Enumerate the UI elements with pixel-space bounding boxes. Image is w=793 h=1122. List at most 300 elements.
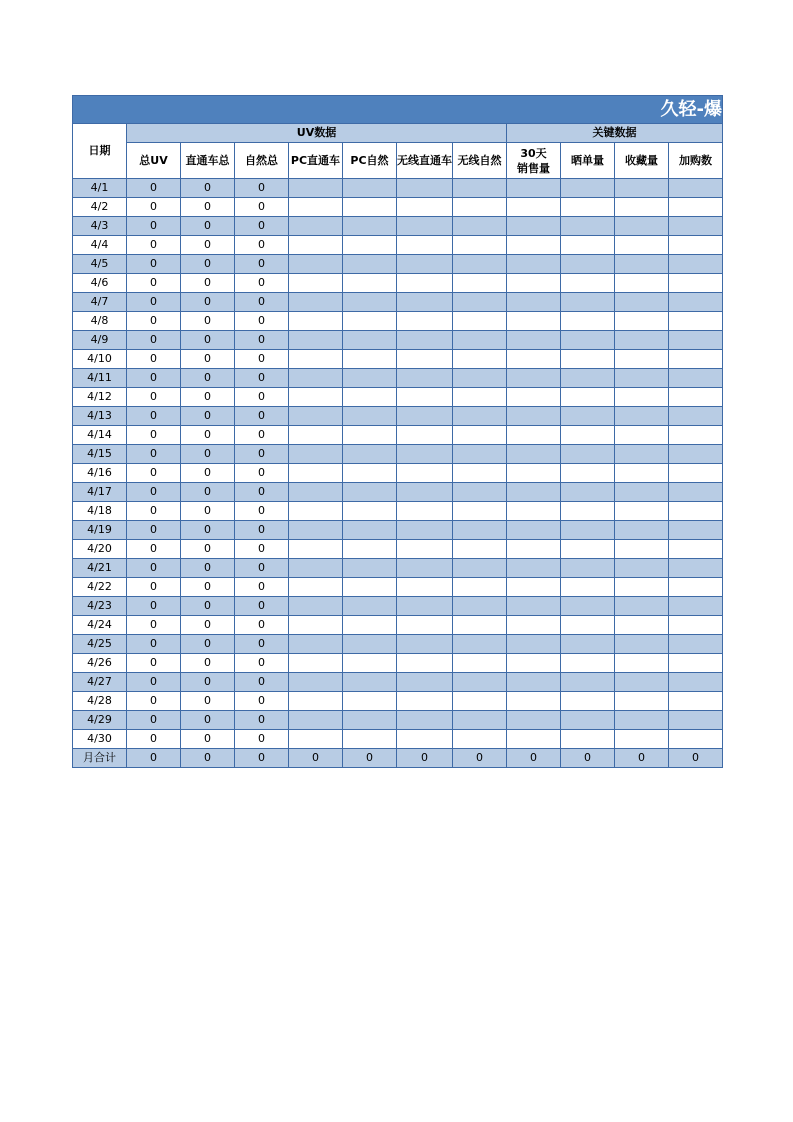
value-cell[interactable]: 0: [181, 711, 235, 730]
value-cell[interactable]: [397, 388, 453, 407]
value-cell[interactable]: [289, 559, 343, 578]
value-cell[interactable]: [453, 445, 507, 464]
value-cell[interactable]: [507, 179, 561, 198]
value-cell[interactable]: [561, 597, 615, 616]
value-cell[interactable]: [507, 730, 561, 749]
value-cell[interactable]: [561, 483, 615, 502]
date-cell[interactable]: 4/8: [73, 312, 127, 331]
value-cell[interactable]: 0: [235, 274, 289, 293]
value-cell[interactable]: [507, 426, 561, 445]
value-cell[interactable]: [507, 711, 561, 730]
value-cell[interactable]: [343, 673, 397, 692]
value-cell[interactable]: [507, 597, 561, 616]
value-cell[interactable]: [397, 331, 453, 350]
value-cell[interactable]: [507, 483, 561, 502]
value-cell[interactable]: [507, 445, 561, 464]
value-cell[interactable]: 0: [235, 521, 289, 540]
value-cell[interactable]: [397, 654, 453, 673]
value-cell[interactable]: [507, 293, 561, 312]
value-cell[interactable]: [669, 540, 723, 559]
value-cell[interactable]: 0: [235, 502, 289, 521]
value-cell[interactable]: 0: [235, 635, 289, 654]
value-cell[interactable]: 0: [127, 521, 181, 540]
value-cell[interactable]: [615, 350, 669, 369]
value-cell[interactable]: [615, 445, 669, 464]
value-cell[interactable]: 0: [127, 692, 181, 711]
value-cell[interactable]: [669, 730, 723, 749]
value-cell[interactable]: [507, 540, 561, 559]
value-cell[interactable]: [343, 616, 397, 635]
value-cell[interactable]: [453, 692, 507, 711]
value-cell[interactable]: [343, 236, 397, 255]
value-cell[interactable]: [507, 559, 561, 578]
col-header-total-uv[interactable]: 总UV: [127, 143, 181, 179]
value-cell[interactable]: 0: [181, 350, 235, 369]
date-cell[interactable]: 4/1: [73, 179, 127, 198]
value-cell[interactable]: [615, 255, 669, 274]
value-cell[interactable]: 0: [181, 521, 235, 540]
value-cell[interactable]: 0: [127, 350, 181, 369]
value-cell[interactable]: 0: [181, 179, 235, 198]
value-cell[interactable]: [289, 673, 343, 692]
value-cell[interactable]: [397, 312, 453, 331]
value-cell[interactable]: [507, 635, 561, 654]
value-cell[interactable]: 0: [235, 331, 289, 350]
value-cell[interactable]: 0: [127, 198, 181, 217]
value-cell[interactable]: [615, 692, 669, 711]
value-cell[interactable]: [453, 559, 507, 578]
value-cell[interactable]: [343, 445, 397, 464]
value-cell[interactable]: 0: [235, 483, 289, 502]
value-cell[interactable]: 0: [127, 597, 181, 616]
value-cell[interactable]: [397, 597, 453, 616]
value-cell[interactable]: [289, 312, 343, 331]
value-cell[interactable]: 0: [127, 255, 181, 274]
total-cell[interactable]: 0: [289, 749, 343, 768]
value-cell[interactable]: [669, 521, 723, 540]
value-cell[interactable]: 0: [235, 597, 289, 616]
value-cell[interactable]: [669, 635, 723, 654]
col-header-favorites[interactable]: 收藏量: [615, 143, 669, 179]
value-cell[interactable]: 0: [235, 350, 289, 369]
date-cell[interactable]: 4/12: [73, 388, 127, 407]
total-cell[interactable]: 0: [181, 749, 235, 768]
value-cell[interactable]: [669, 673, 723, 692]
value-cell[interactable]: 0: [127, 635, 181, 654]
value-cell[interactable]: [615, 673, 669, 692]
value-cell[interactable]: [669, 198, 723, 217]
value-cell[interactable]: 0: [181, 673, 235, 692]
value-cell[interactable]: [289, 711, 343, 730]
col-header-add-cart[interactable]: 加购数: [669, 143, 723, 179]
value-cell[interactable]: [343, 369, 397, 388]
value-cell[interactable]: [397, 711, 453, 730]
value-cell[interactable]: [289, 730, 343, 749]
value-cell[interactable]: [561, 730, 615, 749]
value-cell[interactable]: [669, 388, 723, 407]
value-cell[interactable]: [669, 350, 723, 369]
date-cell[interactable]: 4/26: [73, 654, 127, 673]
value-cell[interactable]: [669, 293, 723, 312]
value-cell[interactable]: 0: [181, 616, 235, 635]
value-cell[interactable]: [561, 198, 615, 217]
value-cell[interactable]: [397, 369, 453, 388]
value-cell[interactable]: [561, 711, 615, 730]
value-cell[interactable]: 0: [127, 274, 181, 293]
value-cell[interactable]: [561, 559, 615, 578]
value-cell[interactable]: [561, 369, 615, 388]
value-cell[interactable]: [289, 540, 343, 559]
value-cell[interactable]: 0: [181, 483, 235, 502]
value-cell[interactable]: 0: [235, 198, 289, 217]
value-cell[interactable]: 0: [235, 426, 289, 445]
value-cell[interactable]: [507, 369, 561, 388]
value-cell[interactable]: [507, 331, 561, 350]
key-group-header[interactable]: 关键数据: [507, 124, 723, 143]
date-cell[interactable]: 4/4: [73, 236, 127, 255]
value-cell[interactable]: [561, 692, 615, 711]
value-cell[interactable]: [669, 407, 723, 426]
value-cell[interactable]: [561, 616, 615, 635]
value-cell[interactable]: [343, 597, 397, 616]
value-cell[interactable]: [453, 502, 507, 521]
total-cell[interactable]: 0: [615, 749, 669, 768]
value-cell[interactable]: [561, 350, 615, 369]
value-cell[interactable]: 0: [127, 654, 181, 673]
value-cell[interactable]: [397, 540, 453, 559]
value-cell[interactable]: [453, 179, 507, 198]
date-cell[interactable]: 4/5: [73, 255, 127, 274]
value-cell[interactable]: 0: [181, 692, 235, 711]
value-cell[interactable]: [397, 730, 453, 749]
value-cell[interactable]: [343, 407, 397, 426]
value-cell[interactable]: [343, 711, 397, 730]
col-header-mobile-natural[interactable]: 无线自然: [453, 143, 507, 179]
value-cell[interactable]: [453, 426, 507, 445]
value-cell[interactable]: [343, 255, 397, 274]
value-cell[interactable]: 0: [235, 388, 289, 407]
value-cell[interactable]: [561, 540, 615, 559]
value-cell[interactable]: [669, 559, 723, 578]
value-cell[interactable]: [397, 559, 453, 578]
value-cell[interactable]: [507, 616, 561, 635]
value-cell[interactable]: 0: [181, 445, 235, 464]
value-cell[interactable]: [453, 673, 507, 692]
value-cell[interactable]: [289, 217, 343, 236]
value-cell[interactable]: [397, 274, 453, 293]
value-cell[interactable]: [507, 274, 561, 293]
value-cell[interactable]: 0: [181, 730, 235, 749]
value-cell[interactable]: [561, 236, 615, 255]
value-cell[interactable]: [669, 692, 723, 711]
value-cell[interactable]: [397, 293, 453, 312]
value-cell[interactable]: 0: [127, 711, 181, 730]
value-cell[interactable]: [615, 331, 669, 350]
value-cell[interactable]: 0: [127, 616, 181, 635]
value-cell[interactable]: [453, 255, 507, 274]
value-cell[interactable]: [343, 559, 397, 578]
value-cell[interactable]: [615, 597, 669, 616]
value-cell[interactable]: [669, 445, 723, 464]
date-cell[interactable]: 4/28: [73, 692, 127, 711]
value-cell[interactable]: 0: [235, 445, 289, 464]
value-cell[interactable]: [343, 293, 397, 312]
value-cell[interactable]: [669, 312, 723, 331]
value-cell[interactable]: 0: [181, 217, 235, 236]
date-cell[interactable]: 4/15: [73, 445, 127, 464]
value-cell[interactable]: [343, 198, 397, 217]
date-header[interactable]: 日期: [73, 124, 127, 179]
value-cell[interactable]: 0: [235, 464, 289, 483]
value-cell[interactable]: [343, 388, 397, 407]
value-cell[interactable]: [507, 654, 561, 673]
value-cell[interactable]: 0: [235, 730, 289, 749]
value-cell[interactable]: [561, 502, 615, 521]
value-cell[interactable]: 0: [235, 293, 289, 312]
value-cell[interactable]: [669, 597, 723, 616]
value-cell[interactable]: [669, 369, 723, 388]
value-cell[interactable]: [397, 692, 453, 711]
col-header-ztc-total[interactable]: 直通车总: [181, 143, 235, 179]
value-cell[interactable]: [397, 578, 453, 597]
value-cell[interactable]: 0: [127, 540, 181, 559]
value-cell[interactable]: [615, 388, 669, 407]
value-cell[interactable]: [397, 464, 453, 483]
total-cell[interactable]: 0: [561, 749, 615, 768]
date-cell[interactable]: 4/17: [73, 483, 127, 502]
value-cell[interactable]: [453, 730, 507, 749]
value-cell[interactable]: 0: [235, 711, 289, 730]
value-cell[interactable]: [615, 369, 669, 388]
value-cell[interactable]: [561, 179, 615, 198]
value-cell[interactable]: [453, 464, 507, 483]
value-cell[interactable]: 0: [127, 217, 181, 236]
value-cell[interactable]: [289, 255, 343, 274]
value-cell[interactable]: [453, 312, 507, 331]
value-cell[interactable]: 0: [181, 559, 235, 578]
sheet-title[interactable]: 久轻-爆: [73, 96, 723, 124]
value-cell[interactable]: [453, 521, 507, 540]
date-cell[interactable]: 4/2: [73, 198, 127, 217]
value-cell[interactable]: [343, 521, 397, 540]
value-cell[interactable]: [669, 578, 723, 597]
value-cell[interactable]: 0: [181, 274, 235, 293]
value-cell[interactable]: [453, 350, 507, 369]
value-cell[interactable]: [615, 578, 669, 597]
value-cell[interactable]: [289, 597, 343, 616]
value-cell[interactable]: 0: [127, 312, 181, 331]
total-cell[interactable]: 0: [507, 749, 561, 768]
value-cell[interactable]: [397, 635, 453, 654]
value-cell[interactable]: [561, 331, 615, 350]
value-cell[interactable]: 0: [127, 179, 181, 198]
col-header-natural-total[interactable]: 自然总: [235, 143, 289, 179]
value-cell[interactable]: [397, 255, 453, 274]
value-cell[interactable]: [453, 274, 507, 293]
value-cell[interactable]: [669, 464, 723, 483]
value-cell[interactable]: [453, 597, 507, 616]
value-cell[interactable]: 0: [181, 236, 235, 255]
value-cell[interactable]: 0: [127, 483, 181, 502]
value-cell[interactable]: [453, 293, 507, 312]
value-cell[interactable]: 0: [181, 597, 235, 616]
value-cell[interactable]: [507, 464, 561, 483]
value-cell[interactable]: [289, 502, 343, 521]
value-cell[interactable]: [397, 502, 453, 521]
value-cell[interactable]: [397, 426, 453, 445]
value-cell[interactable]: [561, 464, 615, 483]
value-cell[interactable]: [615, 198, 669, 217]
value-cell[interactable]: [453, 540, 507, 559]
value-cell[interactable]: [561, 635, 615, 654]
value-cell[interactable]: [343, 179, 397, 198]
value-cell[interactable]: [669, 711, 723, 730]
value-cell[interactable]: [453, 407, 507, 426]
col-header-pc-ztc[interactable]: PC直通车: [289, 143, 343, 179]
value-cell[interactable]: [507, 312, 561, 331]
value-cell[interactable]: 0: [127, 673, 181, 692]
value-cell[interactable]: 0: [235, 369, 289, 388]
value-cell[interactable]: [669, 654, 723, 673]
value-cell[interactable]: 0: [181, 369, 235, 388]
value-cell[interactable]: 0: [181, 540, 235, 559]
value-cell[interactable]: 0: [235, 559, 289, 578]
date-cell[interactable]: 4/29: [73, 711, 127, 730]
value-cell[interactable]: [561, 293, 615, 312]
value-cell[interactable]: 0: [127, 236, 181, 255]
date-cell[interactable]: 4/21: [73, 559, 127, 578]
value-cell[interactable]: [669, 274, 723, 293]
value-cell[interactable]: [453, 388, 507, 407]
value-cell[interactable]: [289, 692, 343, 711]
value-cell[interactable]: [615, 179, 669, 198]
uv-group-header[interactable]: UV数据: [127, 124, 507, 143]
value-cell[interactable]: [289, 464, 343, 483]
value-cell[interactable]: 0: [235, 236, 289, 255]
value-cell[interactable]: [507, 255, 561, 274]
value-cell[interactable]: [615, 312, 669, 331]
value-cell[interactable]: [561, 578, 615, 597]
value-cell[interactable]: [453, 369, 507, 388]
value-cell[interactable]: [343, 217, 397, 236]
value-cell[interactable]: [453, 654, 507, 673]
date-cell[interactable]: 4/30: [73, 730, 127, 749]
value-cell[interactable]: [453, 217, 507, 236]
value-cell[interactable]: 0: [181, 502, 235, 521]
value-cell[interactable]: 0: [181, 407, 235, 426]
value-cell[interactable]: [615, 654, 669, 673]
value-cell[interactable]: [343, 578, 397, 597]
date-cell[interactable]: 4/16: [73, 464, 127, 483]
value-cell[interactable]: [615, 217, 669, 236]
value-cell[interactable]: [615, 521, 669, 540]
value-cell[interactable]: 0: [181, 388, 235, 407]
value-cell[interactable]: 0: [127, 578, 181, 597]
value-cell[interactable]: [615, 502, 669, 521]
value-cell[interactable]: [289, 635, 343, 654]
value-cell[interactable]: [453, 236, 507, 255]
value-cell[interactable]: 0: [235, 616, 289, 635]
date-cell[interactable]: 4/3: [73, 217, 127, 236]
value-cell[interactable]: 0: [235, 312, 289, 331]
date-cell[interactable]: 4/6: [73, 274, 127, 293]
value-cell[interactable]: 0: [181, 331, 235, 350]
value-cell[interactable]: 0: [127, 464, 181, 483]
value-cell[interactable]: [343, 483, 397, 502]
total-cell[interactable]: 0: [127, 749, 181, 768]
value-cell[interactable]: [561, 426, 615, 445]
value-cell[interactable]: [289, 388, 343, 407]
total-cell[interactable]: 0: [235, 749, 289, 768]
value-cell[interactable]: [561, 445, 615, 464]
value-cell[interactable]: [453, 578, 507, 597]
value-cell[interactable]: 0: [181, 255, 235, 274]
value-cell[interactable]: [289, 521, 343, 540]
value-cell[interactable]: [561, 217, 615, 236]
value-cell[interactable]: [343, 635, 397, 654]
value-cell[interactable]: [615, 711, 669, 730]
date-cell[interactable]: 4/9: [73, 331, 127, 350]
value-cell[interactable]: [289, 407, 343, 426]
value-cell[interactable]: [289, 483, 343, 502]
value-cell[interactable]: [397, 350, 453, 369]
value-cell[interactable]: [669, 483, 723, 502]
value-cell[interactable]: 0: [235, 217, 289, 236]
value-cell[interactable]: [289, 331, 343, 350]
value-cell[interactable]: [343, 274, 397, 293]
value-cell[interactable]: [507, 578, 561, 597]
value-cell[interactable]: [343, 502, 397, 521]
value-cell[interactable]: [669, 331, 723, 350]
value-cell[interactable]: [343, 464, 397, 483]
value-cell[interactable]: [453, 198, 507, 217]
value-cell[interactable]: [397, 236, 453, 255]
value-cell[interactable]: [343, 331, 397, 350]
value-cell[interactable]: 0: [127, 388, 181, 407]
value-cell[interactable]: [615, 274, 669, 293]
total-cell[interactable]: 0: [453, 749, 507, 768]
value-cell[interactable]: [561, 274, 615, 293]
value-cell[interactable]: [669, 255, 723, 274]
value-cell[interactable]: [289, 578, 343, 597]
value-cell[interactable]: 0: [181, 293, 235, 312]
col-header-30day-sales[interactable]: [507, 143, 561, 179]
date-cell[interactable]: 4/18: [73, 502, 127, 521]
date-cell[interactable]: 4/22: [73, 578, 127, 597]
total-cell[interactable]: 0: [343, 749, 397, 768]
value-cell[interactable]: [289, 198, 343, 217]
value-cell[interactable]: 0: [235, 179, 289, 198]
value-cell[interactable]: 0: [181, 464, 235, 483]
value-cell[interactable]: [507, 236, 561, 255]
value-cell[interactable]: 0: [127, 730, 181, 749]
date-cell[interactable]: 4/27: [73, 673, 127, 692]
value-cell[interactable]: [397, 407, 453, 426]
value-cell[interactable]: [507, 692, 561, 711]
value-cell[interactable]: [669, 236, 723, 255]
value-cell[interactable]: [615, 407, 669, 426]
value-cell[interactable]: [669, 616, 723, 635]
value-cell[interactable]: [343, 312, 397, 331]
col-header-reviews[interactable]: 晒单量: [561, 143, 615, 179]
value-cell[interactable]: [343, 654, 397, 673]
value-cell[interactable]: [615, 730, 669, 749]
value-cell[interactable]: 0: [235, 255, 289, 274]
value-cell[interactable]: [561, 312, 615, 331]
value-cell[interactable]: [615, 236, 669, 255]
date-cell[interactable]: 4/20: [73, 540, 127, 559]
value-cell[interactable]: [615, 559, 669, 578]
